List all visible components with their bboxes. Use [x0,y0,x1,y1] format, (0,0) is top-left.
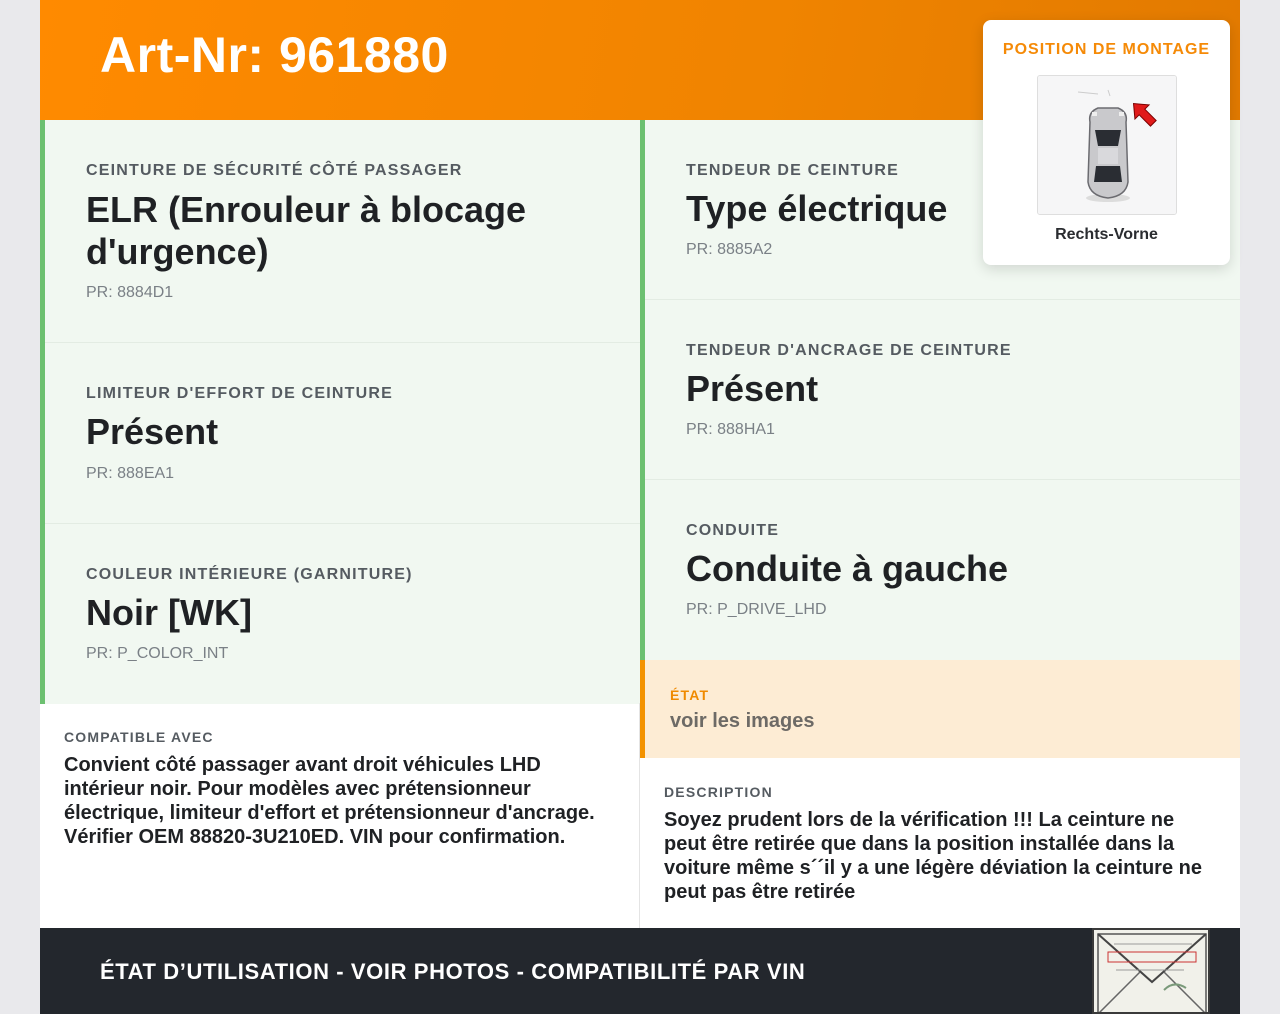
spec-cell-load-limiter [40,343,640,524]
spec-pr-code: PR: 8885A2 [686,241,773,258]
car-top-view-icon[interactable] [1037,75,1177,215]
spec-value: Conduite à gauche [686,548,1009,589]
condition-panel [640,660,1240,758]
condition-value: voir les images [670,710,815,732]
spec-value: Présent [86,411,219,452]
mounting-position-value: Rechts-Vorne [1055,226,1158,243]
spec-pr-code: PR: 888EA1 [86,465,175,482]
mounting-position-label: POSITION DE MONTAGE [1002,41,1211,58]
envelope-stamp-icon [1092,928,1210,1014]
spec-value: Présent [686,368,819,409]
footer-bar [40,928,1240,1014]
spec-label: TENDEUR D'ANCRAGE DE CEINTURE [686,342,1012,359]
article-number-title: Art-Nr: 961880 [100,27,449,83]
spec-label: COULEUR INTÉRIEURE (GARNITURE) [86,566,413,583]
spec-cell-interior-color [40,524,640,704]
spec-cell-seatbelt [40,120,640,343]
spec-pr-code: PR: 888HA1 [686,421,775,438]
spec-label: LIMITEUR D'EFFORT DE CEINTURE [86,385,394,402]
description-label: DESCRIPTION [664,784,773,800]
description-section [664,784,1220,904]
spec-cell-drive-side [640,480,1240,660]
compatible-text: Convient côté passager avant droit véhicules LHD intérieur noir. Pour modèles avec prétensionneur électrique, limiteur d'effort et prétensionneur d'ancrage. Vérifier OEM 88820-3U210ED. VIN pour confirmation. [64,754,595,848]
spec-pr-code: PR: 8884D1 [86,284,174,301]
spec-value: Noir [WK] [86,592,252,633]
column-divider [639,703,640,928]
mounting-position-card [983,20,1230,265]
spec-label: TENDEUR DE CEINTURE [686,162,900,179]
spec-value: ELR (Enrouleur à blocage d'urgence) [86,189,527,272]
compatible-section [64,729,620,849]
spec-label: CONDUITE [686,522,780,539]
spec-pr-code: PR: P_DRIVE_LHD [686,601,827,618]
footer-text: ÉTAT D’UTILISATION - VOIR PHOTOS - COMPATIBILITÉ PAR VIN [100,959,806,984]
spec-pr-code: PR: P_COLOR_INT [86,645,229,662]
spec-cell-anchor-tensioner [640,300,1240,480]
description-text: Soyez prudent lors de la vérification !!! La ceinture ne peut être retirée que dans la position installée dans la voiture même s´´il y a une légère déviation la ceinture ne peut pas être retirée [664,809,1202,903]
spec-value: Type électrique [686,188,948,229]
spec-label: CEINTURE DE SÉCURITÉ CÔTÉ PASSAGER [86,162,463,179]
condition-label: ÉTAT [670,687,710,703]
compatible-label: COMPATIBLE AVEC [64,729,214,745]
